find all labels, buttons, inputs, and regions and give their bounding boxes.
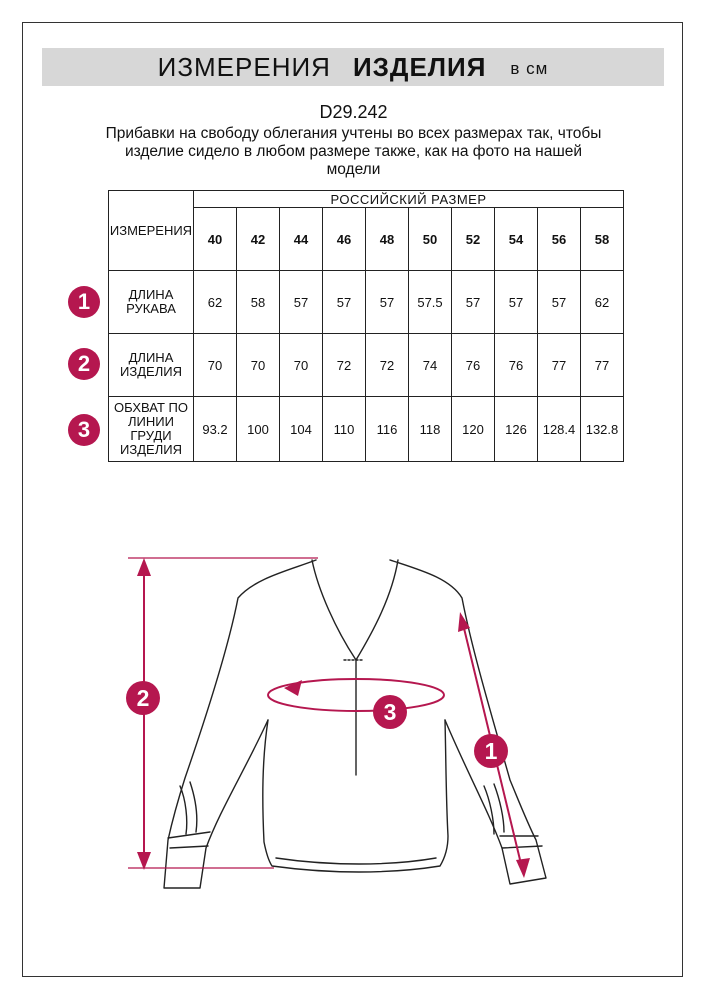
hem-line bbox=[276, 858, 436, 864]
length-arrow-top bbox=[137, 558, 151, 576]
sleeve-arrow-bottom bbox=[516, 858, 530, 878]
table-cell: 58 bbox=[237, 271, 280, 334]
size-header: 58 bbox=[581, 208, 624, 271]
length-guide-lines bbox=[128, 558, 318, 868]
table-cell: 128.4 bbox=[538, 397, 581, 462]
label-line: ГРУДИ bbox=[130, 428, 172, 443]
label-line: ДЛИНА bbox=[128, 350, 174, 365]
table-cell: 76 bbox=[495, 334, 538, 397]
size-header: 42 bbox=[237, 208, 280, 271]
table-cell: 62 bbox=[194, 271, 237, 334]
label-line: ИЗДЕЛИЯ bbox=[120, 442, 182, 457]
size-header: 44 bbox=[280, 208, 323, 271]
table-cell: 57 bbox=[452, 271, 495, 334]
table-cell: 126 bbox=[495, 397, 538, 462]
diagram-marker-3 bbox=[373, 695, 407, 729]
label-line: ДЛИНА bbox=[128, 287, 174, 302]
table-cell: 118 bbox=[409, 397, 452, 462]
table-cell: 74 bbox=[409, 334, 452, 397]
left-sleeve-outline bbox=[164, 560, 316, 888]
table-cell: 93.2 bbox=[194, 397, 237, 462]
table-cell: 57 bbox=[495, 271, 538, 334]
v-neck bbox=[312, 560, 398, 660]
right-cuff bbox=[500, 836, 542, 848]
blouse-sketch bbox=[164, 560, 546, 888]
table-cell: 62 bbox=[581, 271, 624, 334]
left-cuff bbox=[168, 832, 210, 848]
table-cell: 57 bbox=[538, 271, 581, 334]
measurements-header: ИЗМЕРЕНИЯ bbox=[109, 191, 194, 271]
label-line: РУКАВА bbox=[126, 301, 176, 316]
sleeve-gathers bbox=[180, 782, 504, 834]
size-header: 48 bbox=[366, 208, 409, 271]
diagram-marker-2 bbox=[126, 681, 160, 715]
size-header: 46 bbox=[323, 208, 366, 271]
table-cell: 72 bbox=[366, 334, 409, 397]
size-header: 56 bbox=[538, 208, 581, 271]
product-code: D29.242 bbox=[319, 102, 388, 122]
table-cell: 70 bbox=[194, 334, 237, 397]
diagram-marker-1 bbox=[474, 734, 508, 768]
title-part-garment: ИЗДЕЛИЯ bbox=[352, 51, 487, 82]
size-header: 40 bbox=[194, 208, 237, 271]
marker-label: 3 bbox=[383, 699, 397, 725]
table-cell: 100 bbox=[237, 397, 280, 462]
table-cell: 120 bbox=[452, 397, 495, 462]
label-line: ОБХВАТ ПО bbox=[114, 400, 188, 415]
row-marker-1: 1 bbox=[68, 286, 100, 318]
size-header: 54 bbox=[495, 208, 538, 271]
table-cell: 70 bbox=[280, 334, 323, 397]
size-header: 52 bbox=[452, 208, 495, 271]
table-cell: 76 bbox=[452, 334, 495, 397]
table-cell: 72 bbox=[323, 334, 366, 397]
table-cell: 57 bbox=[280, 271, 323, 334]
row-marker-2: 2 bbox=[68, 348, 100, 380]
marker-label: 2 bbox=[136, 685, 150, 711]
table-cell: 57 bbox=[323, 271, 366, 334]
title-part-measurements: ИЗМЕРЕНИЯ bbox=[157, 51, 331, 82]
fit-note: Прибавки на свободу облегания учтены во всех размерах так, чтобы изделие сидело в любом размере также, как на фото на нашей модели bbox=[105, 125, 602, 178]
russian-size-header: РОССИЙСКИЙ РАЗМЕР bbox=[194, 191, 624, 208]
table-cell: 104 bbox=[280, 397, 323, 462]
size-header: 50 bbox=[409, 208, 452, 271]
table-cell: 132.8 bbox=[581, 397, 624, 462]
table-cell: 57.5 bbox=[409, 271, 452, 334]
table-cell: 57 bbox=[366, 271, 409, 334]
table-cell: 77 bbox=[538, 334, 581, 397]
chest-arrow-head bbox=[284, 680, 302, 696]
table-cell: 70 bbox=[237, 334, 280, 397]
table-cell: 110 bbox=[323, 397, 366, 462]
table-cell: 77 bbox=[581, 334, 624, 397]
title-part-units: в см bbox=[510, 59, 549, 78]
length-arrow-bottom bbox=[137, 852, 151, 870]
table-cell: 116 bbox=[366, 397, 409, 462]
marker-label: 1 bbox=[484, 738, 498, 764]
label-line: ЛИНИИ bbox=[128, 414, 174, 429]
label-line: ИЗДЕЛИЯ bbox=[120, 364, 182, 379]
row-marker-3: 3 bbox=[68, 414, 100, 446]
